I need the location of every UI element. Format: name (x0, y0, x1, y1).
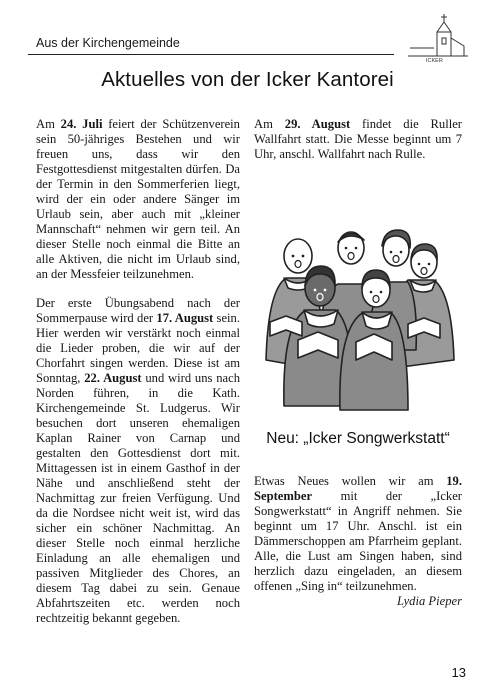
left-column (36, 117, 240, 625)
header-rule (28, 54, 394, 55)
paragraph-songwerkstatt: Etwas Neues wollen wir am 19. September mit der „Icker Songwerkstatt“ in Angriff nehmen. Sie beginnt um 17 Uhr. Anschl. ist ein Dämmerschoppen am Pfarrheim geplant. Alle, die Lust am Singen haben, sind herzlich dazu eingeladen, an diesem offenen „Sing in“ teilzunehmen. (254, 474, 462, 593)
songwerkstatt-heading: Neu: „Icker Songwerkstatt“ (266, 430, 450, 447)
paragraph-chorfahrt: Der erste Übungsabend nach der Sommerpause wird der 17. August sein. Hier werden wir verstärkt noch einmal die Lieder proben, die wir auf der Chorfahrt singen werden. Diese ist am Sonntag, 22. August und wird uns nach Norden führen, in die Kath. Kirchengemeinde St. Ludgerus. Wir besuchen dort unseren ehemaligen Kaplan Rainer von Carnap und gestalten den Gottesdienst dort mit. Mittagessen ist in einem Gasthof in der Nähe und anschließend steht der Nachmittag zur freien Verfügung. Und da die Nordsee nicht weit ist, wird das sicher ein schöner Nachmittag. An dieser Stelle noch einmal herzliche Einladung an alle ehemaligen und passiven Mitglieder des Chores, an diesem Tag dabei zu sein. Genaue Abfahrtszeiten etc. werden noch rechtzeitig bekannt gegeben. (36, 296, 240, 625)
paragraph-wallfahrt: Am 29. August findet die Ruller Wallfahrt statt. Die Messe beginnt um 7 Uhr, anschl. Wallfahrt nach Rulle. (254, 117, 462, 161)
choir-illustration-icon (258, 200, 458, 418)
paragraph-schuetzenverein: Am 24. Juli feiert der Schützenverein sein 50-jähriges Bestehen und wir freuen uns, dass wir den Festgottesdienst mitgestalten dürfen. Da der Termin in den Sommerferien liegt, wird der ein oder andere Sänger im Urlaub sein, aber auch mit „kleiner Mannschaft“ nehmen wir gern teil. An dieser Stelle noch einmal die Bitte an alle Aktiven, die nicht im Urlaub sind, an der Messfeier teilzunehmen. (36, 117, 240, 281)
page-number: 13 (451, 665, 466, 680)
author-signature: Lydia Pieper (396, 594, 462, 608)
page-title: Aktuelles von der Icker Kantorei (101, 68, 394, 91)
logo-text: ICKER (426, 58, 443, 64)
section-label: Aus der Kirchengemeinde (36, 36, 180, 50)
church-logo-icon (404, 12, 470, 64)
